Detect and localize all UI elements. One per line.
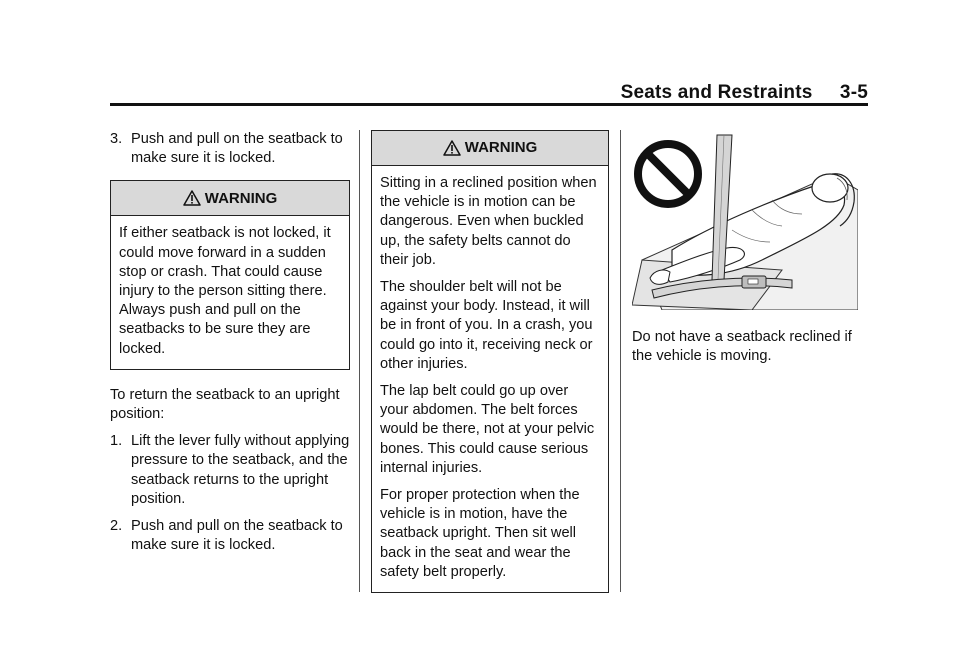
step-number: 3. xyxy=(110,131,123,147)
illustration-caption: Do not have a seatback reclined if the vehicle is moving. xyxy=(632,329,852,365)
warning-box xyxy=(371,130,609,593)
step-number: 2. xyxy=(110,518,123,535)
warning-triangle-icon xyxy=(183,190,201,206)
step-2 xyxy=(110,517,350,555)
step-text: Push and pull on the seatback to make sure it is locked. xyxy=(131,131,343,167)
reclined-seat-illustration xyxy=(632,130,858,310)
warning-header xyxy=(111,181,349,216)
warning-box xyxy=(110,180,350,369)
step-number: 1. xyxy=(110,433,123,450)
warning-paragraph: Sitting in a reclined position when the vehicle is in motion can be dangerous. Even when buckled up, the safety belts cannot do their job. xyxy=(380,175,597,268)
intro-text: To return the seatback to an upright position: xyxy=(110,386,340,423)
step-3 xyxy=(110,130,350,168)
column-divider xyxy=(620,130,621,592)
warning-paragraph: The lap belt could go up over your abdomen. The belt forces would be there, not at your pelvic bones. This could cause serious internal injuries. xyxy=(380,383,595,476)
column-divider xyxy=(359,130,360,592)
warning-body xyxy=(111,216,349,368)
step-text: Lift the lever fully without applying pressure to the seatback, and the seatback returns to the upright position. xyxy=(131,433,350,507)
column-right xyxy=(632,130,868,374)
warning-label: WARNING xyxy=(464,139,538,157)
warning-label: WARNING xyxy=(204,189,278,207)
warning-header xyxy=(372,131,608,166)
page-title: Seats and Restraints 3-5 xyxy=(620,82,868,103)
warning-paragraph: The shoulder belt will not be against your body. Instead, it will be in front of you. In a crash, you could go into it, receiving neck or other injuries. xyxy=(380,279,593,372)
prohibition-icon xyxy=(638,144,698,204)
page-header xyxy=(110,78,868,106)
warning-paragraph: For proper protection when the vehicle is in motion, have the seatback upright. Then sit well back in the seat and wear the safety belt properly. xyxy=(380,487,580,580)
step-1 xyxy=(110,432,350,509)
warning-body xyxy=(372,166,608,592)
header-rule xyxy=(110,103,868,106)
warning-triangle-icon xyxy=(443,140,461,156)
step-text: Push and pull on the seatback to make sure it is locked. xyxy=(131,518,343,554)
warning-text: If either seatback is not locked, it could move forward in a sudden stop or crash. That could cause injury to the person sitting there. Always push and pull on the seatbacks to be sure they are locked. xyxy=(119,225,331,357)
column-left xyxy=(110,130,350,563)
column-middle xyxy=(371,130,609,609)
